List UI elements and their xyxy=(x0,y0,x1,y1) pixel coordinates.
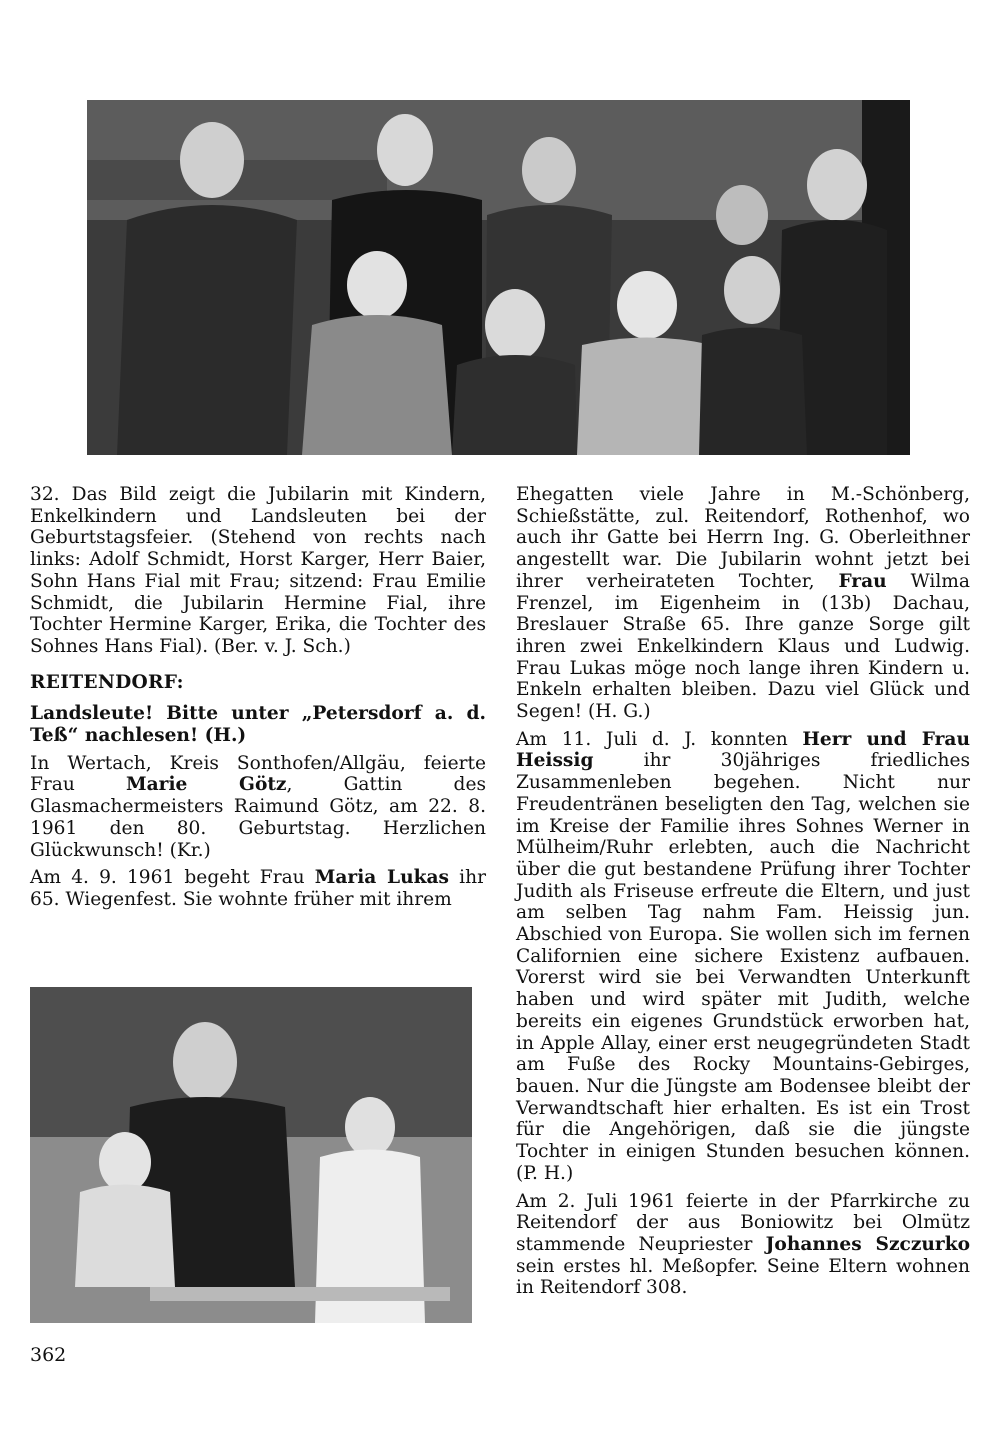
lukas-cont-text-b: Wilma Frenzel, im Eigenheim in (13b) Dachau, Breslauer Straße 65. Ihre ganze Sorge gilt ihren zwei Enkelkindern Klaus und Ludwig. Frau Lukas möge noch lange ihren Kindern u. Enkeln erhalten bleiben. Dazu viel Glück und Segen! (H. G.) xyxy=(516,570,970,723)
frau-bold: Frau xyxy=(838,570,887,592)
grandmother-photo-drawing xyxy=(30,987,472,1323)
lukas-paragraph xyxy=(30,867,486,910)
page-number: 362 xyxy=(30,1344,67,1366)
photo-caption: 32. Das Bild zeigt die Jubilarin mit Kindern, Enkelkindern und Landsleuten bei der Geburtstagsfeier. (Stehend von rechts nach links: Adolf Schmidt, Horst Karger, Herr Baier, Sohn Hans Fial mit Frau; sitzend: Frau Emilie Schmidt, die Jubilarin Hermine Fial, ihre Tochter Hermine Karger, Erika, die Tochter des Sohnes Hans Fial). (Ber. v. J. Sch.) xyxy=(30,484,486,657)
szczurko-text-a: Am 2. Juli 1961 feierte in der Pfarrkirche zu Reitendorf der aus Boniowitz bei Olmütz stammende Neupriester xyxy=(516,1190,970,1255)
right-column xyxy=(516,484,970,1305)
goetz-paragraph xyxy=(30,753,486,862)
grandmother-with-grandchildren-photo xyxy=(30,987,472,1323)
lukas-text-a: Am 4. 9. 1961 begeht Frau xyxy=(30,867,315,889)
left-column xyxy=(30,484,486,917)
heissig-text-b: ihr 30jähriges friedliches Zusammenleben begehen. Nicht nur Freudentränen beseligten den Tag, welchen sie im Kreise der Familie ihres Sohnes Werner in Mülheim/Ruhr erlebten, auch die Nachricht über die gut bestandene Prüfung ihrer Tochter Judith als Friseuse erfreute die Eltern, und just am selben Tag nahm Fam. Heissig jun. Abschied von Europa. Sie wollen sich im fernen Californien eine sichere Existenz aufbauen. Vorerst wird sie bei Verwandten Unterkunft haben und wird später mit Judith, welche bereits ein eigenes Grundstück erworben hat, in Apple Allay, einer erst neugegründeten Stadt am Fuße des Rocky Mountains-Gebirges, bauen. Nur die Jüngste am Bodensee bleibt der Verwandtschaft hier erhalten. Es ist ein Trost für die Angehörigen, daß sie die jüngste Tochter in einigen Stunden besuchen können. (P. H.) xyxy=(516,750,970,1184)
szczurko-paragraph xyxy=(516,1191,970,1300)
heissig-text-a: Am 11. Juli d. J. konnten xyxy=(516,728,803,750)
heissig-paragraph xyxy=(516,729,970,1185)
goetz-text-b: , Gattin des Glasmachermeisters Raimund Götz, am 22. 8. 1961 den 80. Geburtstag. Herzlichen Glückwunsch! (Kr.) xyxy=(30,774,486,861)
szczurko-text-b: sein erstes hl. Meßopfer. Seine Eltern wohnen in Reitendorf 308. xyxy=(516,1255,970,1299)
section-heading: REITENDORF: xyxy=(30,671,184,693)
heissig-name: Herr und Frau Heissig xyxy=(516,728,970,772)
notice-text: Landsleute! Bitte unter „Petersdorf a. d. Teß“ nachlesen! (H.) xyxy=(30,703,486,747)
lukas-cont-text-a: Ehegatten viele Jahre in M.-Schönberg, Schießstätte, zul. Reitendorf, Rothenhof, wo auch ihr Gatte bei Herrn Ing. G. Oberleithner angestellt war. Die Jubilarin wohnt jetzt bei ihrer verheirateten Tochter, xyxy=(516,484,970,592)
szczurko-name: Johannes Szczurko xyxy=(765,1233,970,1255)
family-group-photo xyxy=(87,100,910,455)
goetz-name: Marie Götz xyxy=(126,774,287,796)
lukas-continued-paragraph xyxy=(516,484,970,723)
notice-paragraph xyxy=(30,703,486,746)
lukas-name: Maria Lukas xyxy=(314,867,450,889)
goetz-text-a: In Wertach, Kreis Sonthofen/Allgäu, feierte Frau xyxy=(30,752,486,796)
family-photo-drawing xyxy=(87,100,910,455)
lukas-text-b: ihr 65. Wiegenfest. Sie wohnte früher mit ihrem xyxy=(30,867,486,910)
